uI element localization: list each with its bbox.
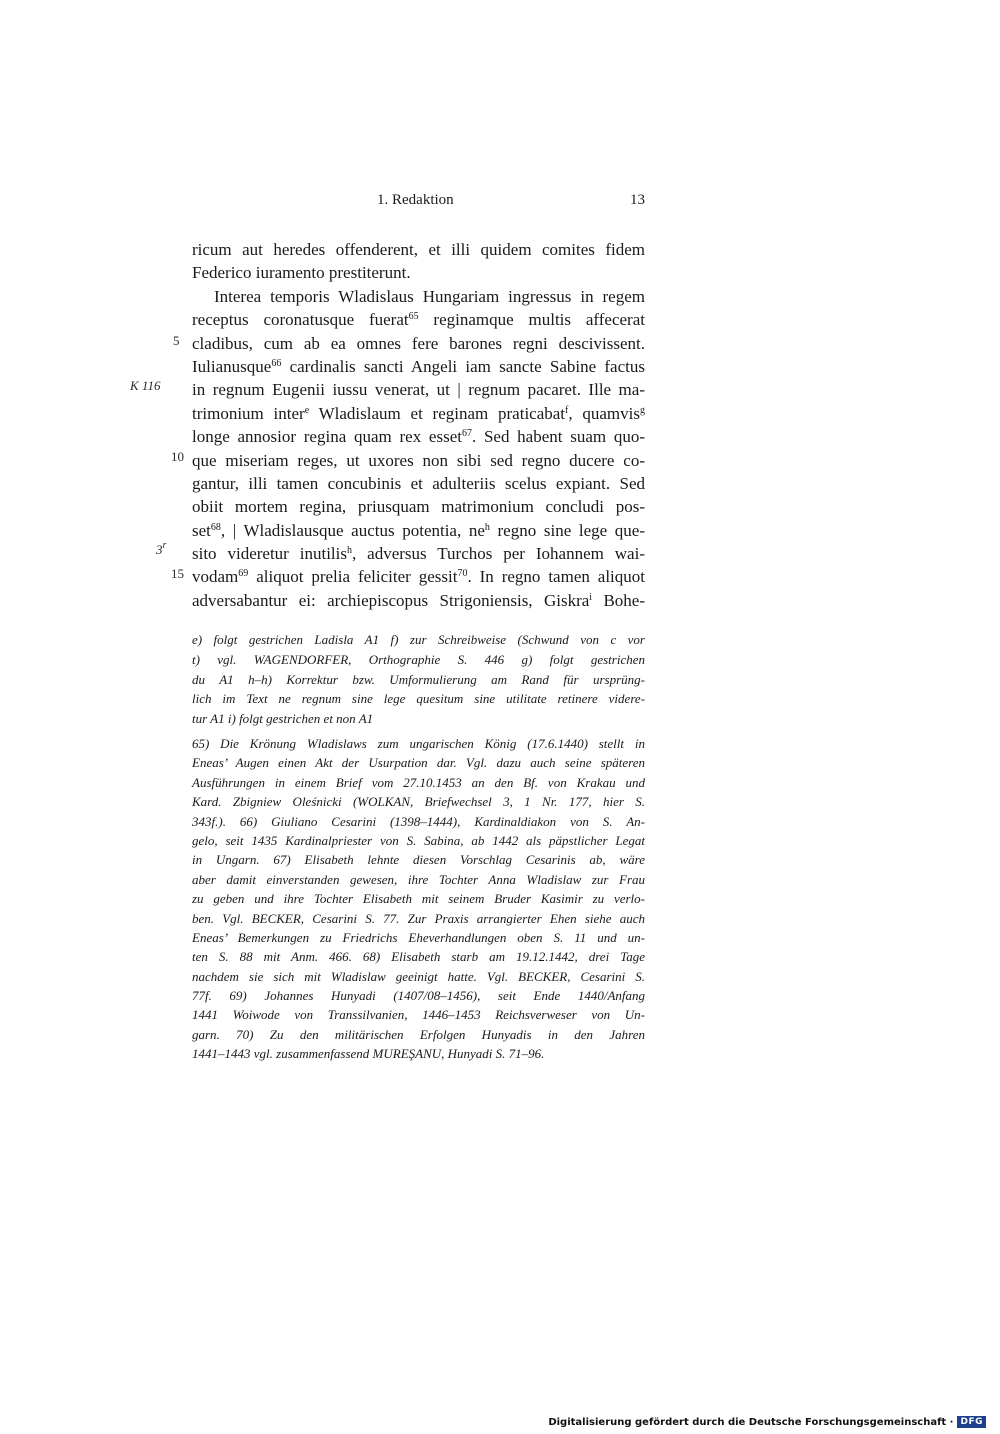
running-title: 1. Redaktion bbox=[377, 192, 454, 208]
footnote-line: 65) Die Krönung Wladislaws zum ungarischen König (17.6.1440) stellt in bbox=[192, 736, 645, 751]
footnote-line: garn. 70) Zu den militärischen Erfolgen Hunyadis in den Jahren bbox=[192, 1026, 645, 1042]
footnote-line: Eneas’ Augen einen Akt der Usurpation dar. Vgl. dazu auch seine späteren bbox=[192, 755, 645, 771]
text-line: Federico iuramento prestiterunt. bbox=[192, 263, 411, 283]
apparatus-line: tur A1 i) folgt gestrichen et non A1 bbox=[192, 711, 374, 727]
text-line: que miseriam reges, ut uxores non sibi sed regno ducere co- bbox=[192, 450, 645, 470]
footnote-line: in Ungarn. 67) Elisabeth lehnte diesen Vorschlag Cesarinis ab, wäre bbox=[192, 852, 645, 868]
line-number-10: 10 bbox=[171, 449, 184, 464]
footnote-line: zu geben und ihre Tochter Elisabeth mit seinem Bruder Kasimir zu verlo- bbox=[192, 891, 645, 907]
margin-ref-k116: K 116 bbox=[130, 378, 161, 393]
critical-apparatus bbox=[192, 630, 645, 729]
text-line: cladibus, cum ab ea omnes fere barones regni descivissent. bbox=[192, 333, 645, 353]
text-line: trimonium inter$^e$ Wladislaum et reginam praticabat$^f$, quamvis$^g$ bbox=[192, 403, 645, 423]
text-line: longe annosior regina quam rex esset$^{67}$. Sed habent suam quo- bbox=[192, 427, 646, 447]
footnote-line: 343f.). 66) Giuliano Cesarini (1398–1444), Kardinaldiakon von S. An- bbox=[192, 813, 645, 829]
text-line: in regnum Eugenii iussu venerat, ut | regnum pacaret. Ille ma- bbox=[192, 380, 645, 400]
main-text bbox=[192, 238, 645, 612]
apparatus-line: e) folgt gestrichen Ladisla A1 f) zur Schreibweise (Schwund von c vor bbox=[192, 632, 645, 647]
line-number-5: 5 bbox=[173, 333, 180, 348]
text-line: adversabantur ei: archiepiscopus Strigoniensis, Giskra$^i$ Bohe- bbox=[192, 590, 645, 610]
apparatus-line: du A1 h–h) Korrektur bzw. Umformulierung am Rand für ursprüng- bbox=[192, 671, 645, 687]
footnotes bbox=[192, 734, 645, 1064]
text-line: Iulianusque$^{66}$ cardinalis sancti Angeli iam sancte Sabine factus bbox=[192, 356, 645, 376]
line-number-15: 15 bbox=[171, 566, 184, 581]
footnote-line: 77f. 69) Johannes Hunyadi (1407/08–1456), seit Ende 1440/Anfang bbox=[192, 988, 645, 1004]
footnote-line: ten S. 88 mit Anm. 466. 68) Elisabeth starb am 19.12.1442, drei Tage bbox=[192, 949, 645, 965]
footnote-line: 1441 Woiwode von Transsilvanien, 1446–1453 Reichsverweser von Un- bbox=[192, 1007, 645, 1023]
text-line: receptus coronatusque fuerat$^{65}$ reginamque multis affecerat bbox=[192, 310, 645, 330]
running-header bbox=[192, 192, 645, 216]
text-line: sito videretur inutilis$^h$, adversus Turchos per Iohannem wai- bbox=[192, 544, 645, 564]
apparatus-line: lich im Text ne regnum sine lege quesitum sine utilitate retinere videre- bbox=[192, 691, 645, 707]
text-line: ricum aut heredes offenderent, et illi quidem comites fidem bbox=[192, 240, 645, 259]
apparatus-line: t) vgl. WAGENDORFER, Orthographie S. 446 g) folgt gestrichen bbox=[192, 651, 645, 667]
text-line: set$^{68}$, | Wladislausque auctus potentia, $ne^h$ regno sine lege que- bbox=[192, 520, 645, 540]
funding-credit bbox=[548, 1416, 986, 1428]
footnote-line: ben. Vgl. BECKER, Cesarini S. 77. Zur Praxis arrangierter Ehen siehe auch bbox=[192, 910, 645, 926]
text-line: vodam$^{69}$ aliquot prelia feliciter gessit$^{70}$. In regno tamen aliquot bbox=[192, 567, 645, 587]
text-line: Interea temporis Wladislaus Hungariam ingressus in regem bbox=[214, 286, 645, 306]
footnote-line: 1441–1443 vgl. zusammenfassend MUREŞANU, Hunyadi S. 71–96. bbox=[192, 1046, 545, 1062]
text-line: obiit mortem regina, priusquam matrimonium concludi pos- bbox=[192, 497, 645, 517]
footnote-line: nachdem sie sich mit Wladislaw geeinigt hatte. Vgl. BECKER, Cesarini S. bbox=[192, 968, 645, 984]
text-line: gantur, illi tamen concubinis et adulteriis scelus expiant. Sed bbox=[192, 473, 645, 493]
footnote-line: Ausführungen in einem Brief vom 27.10.1453 an den Bf. von Krakau und bbox=[192, 774, 645, 790]
footnote-line: gelo, seit 1435 Kardinalpriester von S. Sabina, ab 1442 als päpstlicher Legat bbox=[192, 832, 645, 848]
funding-credit-text: Digitalisierung gefördert durch die Deutsche Forschungsgemeinschaft · bbox=[548, 1416, 954, 1428]
footnote-line: Kard. Zbigniew Oleśnicki (WOLKAN, Briefwechsel 3, 1 Nr. 177, hier S. bbox=[192, 794, 645, 810]
footnote-line: Eneas’ Bemerkungen zu Friedrichs Eheverhandlungen oben S. 11 und un- bbox=[192, 929, 645, 945]
dfg-logo: DFG bbox=[957, 1416, 986, 1428]
page-number: 13 bbox=[630, 192, 645, 208]
footnote-line: aber damit einverstanden gewesen, ihre Tochter Anna Wladislaw zur Frau bbox=[192, 871, 645, 887]
margin-ref-folio: 3$^r$ bbox=[156, 540, 167, 557]
